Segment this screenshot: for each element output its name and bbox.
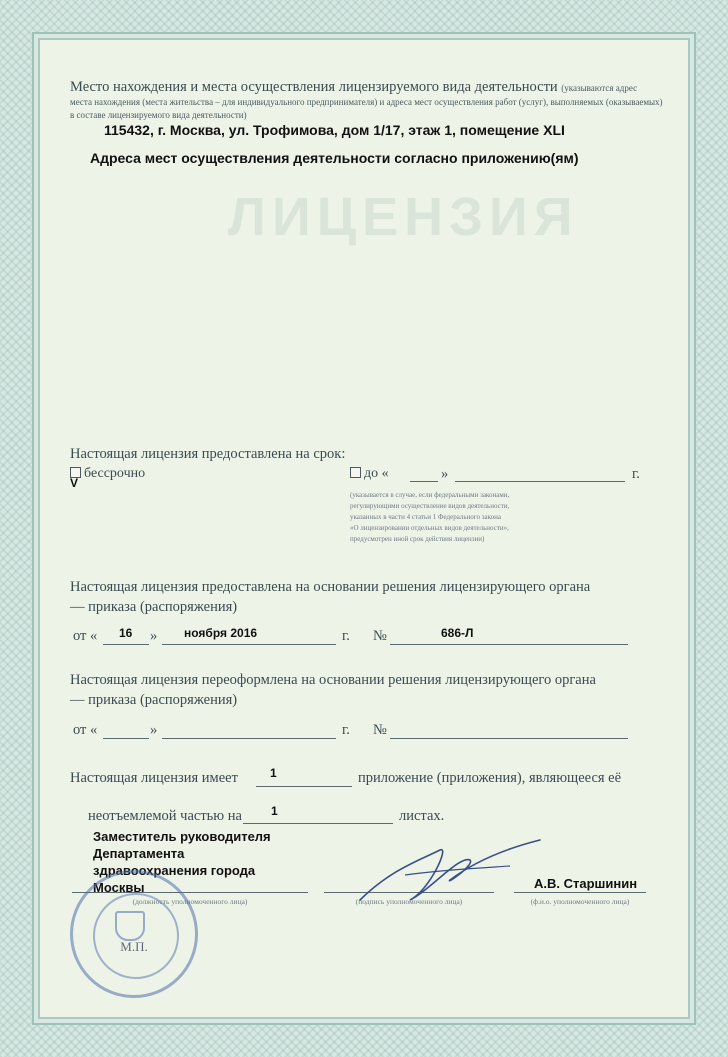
watermark: ЛИЦЕНЗИЯ (228, 187, 579, 247)
basis-close-quote: » (150, 628, 158, 644)
official-seal (70, 870, 198, 998)
location-note-1: (указываются адрес (561, 83, 638, 93)
appendix-label: приложение (приложения), являющееся её (358, 770, 622, 786)
coat-of-arms-icon (115, 911, 145, 941)
name-caption: (ф.и.о. уполномоченного лица) (530, 897, 630, 906)
term-until-option (350, 466, 389, 482)
sheets-line (243, 823, 393, 824)
until-mid: » (441, 466, 449, 482)
reissue-close-quote: » (150, 722, 158, 738)
reissue-number-line (390, 738, 628, 739)
signatory-name: А.В. Старшинин (534, 876, 638, 891)
reissue-month-line (162, 738, 336, 739)
basis-label-line-2: — приказа (распоряжения) (70, 599, 238, 615)
reissue-label-line-1: Настоящая лицензия переоформлена на основании решения лицензирующего органа (70, 672, 596, 688)
integral-label: неотъемлемой частью на (88, 808, 242, 824)
appendix-count-line (256, 786, 352, 787)
reissue-label (70, 670, 596, 710)
location-note-2: места нахождения (места жительства – для индивидуального предпринимателя) и адреса мест осуществления работ (услуг), выполняемых (оказываемых) (70, 97, 663, 107)
basis-day: 16 (119, 626, 133, 640)
basis-year-suffix: г. (342, 628, 350, 644)
location-title: Место нахождения и места осуществления лицензируемого вида деятельности (70, 79, 558, 95)
handwritten-signature (350, 830, 550, 910)
basis-from: от « (73, 628, 98, 644)
location-header (70, 78, 690, 122)
until-prefix: до « (364, 466, 389, 481)
basis-label (70, 577, 590, 617)
sheets-count: 1 (271, 804, 278, 818)
appendix-count: 1 (270, 766, 277, 780)
reissue-label-line-2: — приказа (распоряжения) (70, 692, 238, 708)
position-line-2: Департамента (93, 846, 185, 861)
basis-day-line (103, 644, 149, 645)
basis-number-sign: № (373, 628, 387, 644)
signature-caption: (подпись уполномоченного лица) (355, 897, 463, 906)
term-footnote-line-5: предусмотрен иной срок действия лицензии) (350, 535, 485, 543)
reissue-number-sign: № (373, 722, 387, 738)
basis-label-line-1: Настоящая лицензия предоставлена на основании решения лицензирующего органа (70, 579, 591, 595)
unlimited-label: бессрочно (84, 466, 146, 481)
position-line-3: здравоохранения города (93, 863, 256, 878)
term-footnote-line-1: (указывается в случае, если федеральными законами, (350, 491, 510, 499)
appendix-has-label: Настоящая лицензия имеет (70, 770, 238, 786)
location-note-3: в составе лицензируемого вида деятельности) (70, 110, 247, 120)
until-year-suffix: г. (632, 466, 640, 482)
basis-number-line (390, 644, 628, 645)
until-date-line (455, 481, 625, 482)
term-footnote (350, 490, 509, 545)
term-footnote-line-2: регулирующими осуществление видов деятельности, (350, 502, 510, 510)
address-line: 115432, г. Москва, ул. Трофимова, дом 1/17, этаж 1, помещение XLI (104, 122, 565, 138)
reissue-day-line (103, 738, 149, 739)
position-caption: (должность уполномоченного лица) (132, 897, 248, 906)
term-label: Настоящая лицензия предоставлена на срок: (70, 446, 346, 462)
unlimited-check-mark: V (70, 476, 79, 490)
until-checkbox (350, 467, 361, 478)
position-line-1: Заместитель руководителя (93, 829, 271, 844)
term-footnote-line-4: «О лицензировании отдельных видов деятельности», (350, 524, 509, 532)
term-unlimited-option (70, 466, 145, 482)
reissue-from: от « (73, 722, 98, 738)
basis-month-year: ноября 2016 (184, 626, 258, 640)
term-footnote-line-3: указанных в части 4 статьи 1 Федерального закона (350, 513, 502, 521)
seal-mp-label: М.П. (120, 939, 148, 954)
position-line-4: Москвы (93, 880, 145, 895)
until-day-line (410, 481, 438, 482)
addresses-appendix-note: Адреса мест осуществления деятельности согласно приложению(ям) (90, 150, 579, 166)
reissue-year-suffix: г. (342, 722, 350, 738)
sheets-label: листах. (399, 808, 445, 824)
basis-number: 686-Л (441, 626, 474, 640)
basis-month-line (162, 644, 336, 645)
